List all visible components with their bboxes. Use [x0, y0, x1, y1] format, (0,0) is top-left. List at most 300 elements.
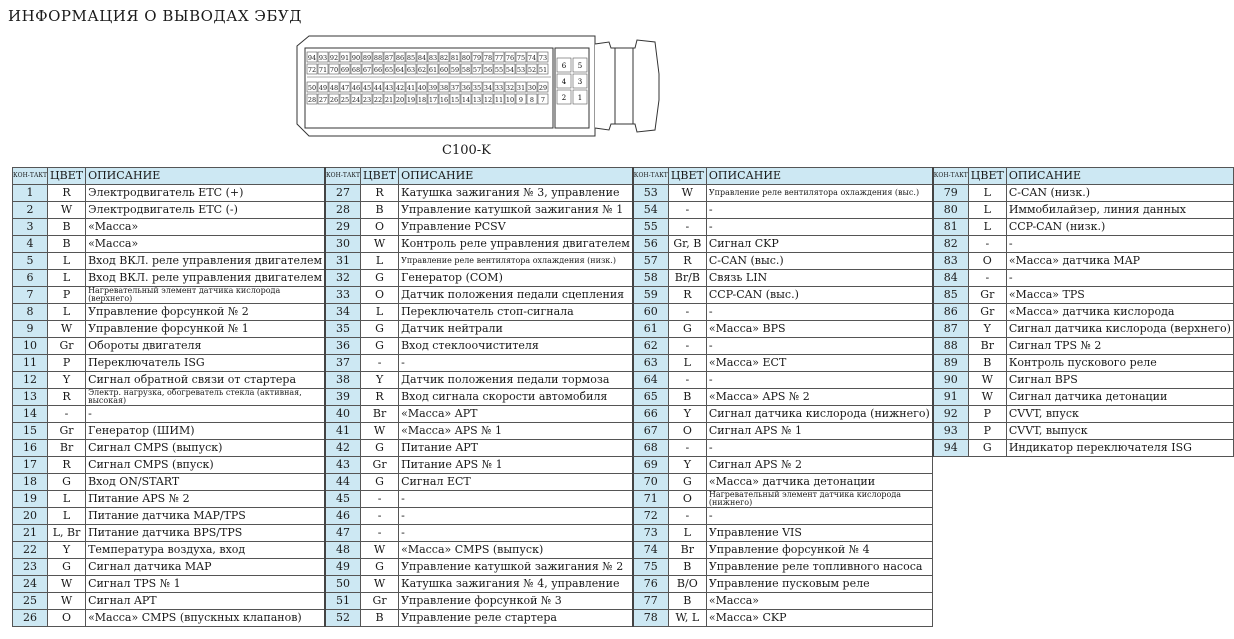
pin-number-cell: 29 [325, 219, 361, 236]
wire-color-cell: G [361, 474, 399, 491]
pin-number: 11 [494, 96, 504, 104]
description-cell: Электродвигатель ETC (-) [86, 202, 325, 219]
description-cell: «Масса» BPS [706, 321, 932, 338]
pin-number-cell: 93 [933, 423, 969, 440]
pin-number: 33 [494, 84, 504, 92]
pin-number: 13 [472, 96, 482, 104]
wire-color-cell: L [968, 185, 1006, 202]
pin-number: 92 [329, 54, 339, 62]
wire-color-cell: O [668, 491, 706, 508]
table-header-row [13, 168, 1234, 185]
pin-number-cell: 70 [633, 474, 669, 491]
pin-number-cell: 11 [13, 355, 48, 372]
pin-number-cell: 5 [13, 253, 48, 270]
description-cell: «Масса» [706, 593, 932, 610]
description-cell: Контроль пускового реле [1006, 355, 1233, 372]
wire-color-cell: R [48, 389, 86, 406]
description-cell: Переключатель ISG [86, 355, 325, 372]
pin-number: 82 [439, 54, 449, 62]
pin-number-cell: 89 [933, 355, 969, 372]
pin-number-cell: 35 [325, 321, 361, 338]
pin-number-cell: 74 [633, 542, 669, 559]
wire-color-cell: R [668, 287, 706, 304]
pin-number: 75 [516, 54, 526, 62]
pin-number-cell: 88 [933, 338, 969, 355]
description-cell: «Масса» датчика MAP [1006, 253, 1233, 270]
description-cell: Электродвигатель ETC (+) [86, 185, 325, 202]
empty-cell [933, 525, 1234, 542]
table-row [13, 610, 1234, 627]
table-row [13, 219, 1234, 236]
empty-cell [933, 474, 1234, 491]
description-cell: - [1006, 236, 1233, 253]
pin-number: 62 [417, 66, 427, 74]
pin-number: 54 [505, 66, 515, 74]
wire-color-cell: W [361, 236, 399, 253]
empty-cell [933, 508, 1234, 525]
wire-color-cell: L [668, 525, 706, 542]
pin-number-cell: 36 [325, 338, 361, 355]
header-contact: КОН-ТАКТ [933, 168, 969, 185]
description-cell: - [706, 372, 932, 389]
pin-number: 45 [362, 84, 372, 92]
pin-number: 46 [351, 84, 361, 92]
pin-number: 38 [439, 84, 449, 92]
empty-cell [933, 576, 1234, 593]
description-cell: Сигнал обратной связи от стартера [86, 372, 325, 389]
description-cell: - [86, 406, 325, 423]
pin-number: 10 [505, 96, 515, 104]
description-cell: «Масса» APS № 2 [706, 389, 932, 406]
wire-color-cell: Br [668, 542, 706, 559]
description-cell: Сигнал датчика кислорода (верхнего) [1006, 321, 1233, 338]
description-cell: «Масса» APS № 1 [399, 423, 633, 440]
wire-color-cell: Y [968, 321, 1006, 338]
pin-number: 4 [561, 78, 567, 86]
description-cell: Иммобилайзер, линия данных [1006, 202, 1233, 219]
wire-color-cell: B [668, 559, 706, 576]
pin-number-cell: 71 [633, 491, 669, 508]
pin-number: 39 [428, 84, 438, 92]
description-cell: Управление форсункой № 1 [86, 321, 325, 338]
description-cell: Электр. нагрузка, обогреватель стекла (активная, высокая) [86, 389, 325, 406]
pin-number-cell: 65 [633, 389, 669, 406]
wire-color-cell: Br/B [668, 270, 706, 287]
description-cell: «Масса» CKP [706, 610, 932, 627]
description-cell: «Масса» датчика кислорода [1006, 304, 1233, 321]
wire-color-cell: W [361, 542, 399, 559]
description-cell: - [1006, 270, 1233, 287]
wire-color-cell: - [668, 304, 706, 321]
pin-number: 40 [417, 84, 427, 92]
wire-color-cell: Y [361, 372, 399, 389]
pin-number: 21 [384, 96, 394, 104]
pin-number: 55 [494, 66, 504, 74]
header-contact: КОН-ТАКТ [325, 168, 361, 185]
table-row [13, 474, 1234, 491]
pin-number: 25 [340, 96, 350, 104]
pin-number: 37 [450, 84, 460, 92]
wire-color-cell: W [48, 576, 86, 593]
wire-color-cell: P [968, 406, 1006, 423]
pin-number-cell: 67 [633, 423, 669, 440]
pin-number: 19 [406, 96, 416, 104]
pin-number-cell: 50 [325, 576, 361, 593]
pin-number: 57 [472, 66, 482, 74]
pin-number: 34 [483, 84, 493, 92]
pin-number: 67 [362, 66, 372, 74]
pin-number: 56 [483, 66, 493, 74]
wire-color-cell: G [48, 559, 86, 576]
pin-number: 31 [516, 84, 526, 92]
pin-number: 52 [527, 66, 537, 74]
pin-number-cell: 39 [325, 389, 361, 406]
wire-color-cell: G [968, 440, 1006, 457]
wire-color-cell: W [48, 202, 86, 219]
pin-number: 22 [373, 96, 383, 104]
description-cell: «Масса» APT [399, 406, 633, 423]
page-title: ИНФОРМАЦИЯ О ВЫВОДАХ ЭБУД [8, 7, 302, 25]
pin-number-cell: 43 [325, 457, 361, 474]
pin-number-cell: 61 [633, 321, 669, 338]
pin-number: 15 [450, 96, 460, 104]
description-cell: Сигнал TPS № 1 [86, 576, 325, 593]
pin-number: 43 [384, 84, 394, 92]
table-row [13, 508, 1234, 525]
description-cell: Связь LIN [706, 270, 932, 287]
connector-label: C100-K [442, 143, 491, 158]
table-row [13, 287, 1234, 304]
description-cell: Управление форсункой № 4 [706, 542, 932, 559]
table-row [13, 321, 1234, 338]
pin-number: 91 [340, 54, 350, 62]
description-cell: Управление катушкой зажигания № 1 [399, 202, 633, 219]
description-cell: Обороты двигателя [86, 338, 325, 355]
pin-number-cell: 87 [933, 321, 969, 338]
connector-latch [595, 40, 659, 132]
pin-number: 79 [472, 54, 482, 62]
wire-color-cell: Br [968, 338, 1006, 355]
description-cell: Температура воздуха, вход [86, 542, 325, 559]
pin-number: 24 [351, 96, 361, 104]
description-cell: CVVT, впуск [1006, 406, 1233, 423]
pin-number: 66 [373, 66, 383, 74]
pin-number-cell: 73 [633, 525, 669, 542]
pin-number-cell: 9 [13, 321, 48, 338]
pin-number: 65 [384, 66, 394, 74]
wire-color-cell: B/O [668, 576, 706, 593]
description-cell: Управление пусковым реле [706, 576, 932, 593]
pin-number-cell: 7 [13, 287, 48, 304]
table-row [13, 440, 1234, 457]
pin-number-cell: 85 [933, 287, 969, 304]
pin-number-cell: 60 [633, 304, 669, 321]
pin-number: 5 [577, 62, 583, 70]
pin-number-cell: 68 [633, 440, 669, 457]
wire-color-cell: G [361, 321, 399, 338]
wire-color-cell: Gr [968, 304, 1006, 321]
table-row [13, 338, 1234, 355]
pin-number-cell: 45 [325, 491, 361, 508]
pin-number: 9 [518, 96, 524, 104]
pin-number: 48 [329, 84, 339, 92]
description-cell: «Масса» датчика детонации [706, 474, 932, 491]
description-cell: Сигнал APT [86, 593, 325, 610]
description-cell: «Масса» TPS [1006, 287, 1233, 304]
description-cell: Нагревательный элемент датчика кислорода (нижнего) [706, 491, 932, 508]
pin-number-cell: 56 [633, 236, 669, 253]
pin-number: 77 [494, 54, 504, 62]
pin-number: 7 [540, 96, 546, 104]
wire-color-cell: L [48, 508, 86, 525]
pin-number: 76 [505, 54, 515, 62]
wire-color-cell: Y [668, 406, 706, 423]
description-cell: Управление реле стартера [399, 610, 633, 627]
pin-number: 26 [329, 96, 339, 104]
description-cell: Вход ВКЛ. реле управления двигателем [86, 253, 325, 270]
wire-color-cell: L [48, 491, 86, 508]
wire-color-cell: L [361, 304, 399, 321]
description-cell: Датчик нейтрали [399, 321, 633, 338]
pin-number-cell: 4 [13, 236, 48, 253]
description-cell: Сигнал CMPS (выпуск) [86, 440, 325, 457]
wire-color-cell: W [48, 593, 86, 610]
table-row [13, 576, 1234, 593]
pin-number: 51 [538, 66, 548, 74]
description-cell: Управление реле топливного насоса [706, 559, 932, 576]
pin-number: 28 [307, 96, 317, 104]
description-cell: Управление реле вентилятора охлаждения (низк.) [399, 253, 633, 270]
wire-color-cell: Gr [48, 423, 86, 440]
pin-number-cell: 79 [933, 185, 969, 202]
pin-number-cell: 14 [13, 406, 48, 423]
pin-number: 70 [329, 66, 339, 74]
table-row [13, 355, 1234, 372]
wire-color-cell: P [48, 287, 86, 304]
description-cell: Нагревательный элемент датчика кислорода (верхнего) [86, 287, 325, 304]
description-cell: - [706, 219, 932, 236]
pin-number-cell: 24 [13, 576, 48, 593]
wire-color-cell: Br [361, 406, 399, 423]
pin-number-cell: 41 [325, 423, 361, 440]
pin-number-cell: 30 [325, 236, 361, 253]
pin-number-cell: 72 [633, 508, 669, 525]
wire-color-cell: W [361, 423, 399, 440]
description-cell: Датчик положения педали тормоза [399, 372, 633, 389]
header-color: ЦВЕТ [668, 168, 706, 185]
description-cell: C-CAN (выс.) [706, 253, 932, 270]
pin-number-cell: 49 [325, 559, 361, 576]
pin-number: 68 [351, 66, 361, 74]
wire-color-cell: W [668, 185, 706, 202]
pin-number-cell: 12 [13, 372, 48, 389]
pin-number-cell: 13 [13, 389, 48, 406]
wire-color-cell: - [668, 372, 706, 389]
description-cell: Сигнал APS № 1 [706, 423, 932, 440]
pin-number-cell: 77 [633, 593, 669, 610]
description-cell: - [399, 491, 633, 508]
wire-color-cell: W [48, 321, 86, 338]
pin-number-cell: 6 [13, 270, 48, 287]
description-cell: Сигнал APS № 2 [706, 457, 932, 474]
pin-number: 74 [527, 54, 537, 62]
description-cell: Сигнал датчика детонации [1006, 389, 1233, 406]
pin-number: 63 [406, 66, 416, 74]
header-description: ОПИСАНИЕ [706, 168, 932, 185]
pin-number-cell: 91 [933, 389, 969, 406]
table-row [13, 457, 1234, 474]
empty-cell [933, 559, 1234, 576]
pin-number: 61 [428, 66, 438, 74]
wire-color-cell: Gr [48, 338, 86, 355]
pin-number-cell: 66 [633, 406, 669, 423]
table-row [13, 236, 1234, 253]
description-cell: Питание APT [399, 440, 633, 457]
description-cell: Сигнал BPS [1006, 372, 1233, 389]
pin-number-cell: 20 [13, 508, 48, 525]
wire-color-cell: - [361, 508, 399, 525]
wire-color-cell: L [48, 270, 86, 287]
wire-color-cell: W [361, 576, 399, 593]
description-cell: Генератор (ШИМ) [86, 423, 325, 440]
pin-number: 27 [318, 96, 328, 104]
table-row [13, 525, 1234, 542]
table-row [13, 202, 1234, 219]
pin-number-cell: 38 [325, 372, 361, 389]
description-cell: Катушка зажигания № 4, управление [399, 576, 633, 593]
pin-number-cell: 32 [325, 270, 361, 287]
wire-color-cell: R [361, 185, 399, 202]
pin-number: 50 [307, 84, 317, 92]
pin-number-cell: 59 [633, 287, 669, 304]
pin-number: 93 [318, 54, 328, 62]
pin-number-cell: 86 [933, 304, 969, 321]
wire-color-cell: W [968, 389, 1006, 406]
wire-color-cell: - [361, 525, 399, 542]
pin-number: 71 [318, 66, 328, 74]
pin-number: 64 [395, 66, 405, 74]
pin-number: 53 [516, 66, 526, 74]
description-cell: Контроль реле управления двигателем [399, 236, 633, 253]
description-cell: Сигнал ECT [399, 474, 633, 491]
wire-color-cell: G [361, 440, 399, 457]
wire-color-cell: Gr [361, 457, 399, 474]
pin-number-cell: 34 [325, 304, 361, 321]
wire-color-cell: G [668, 474, 706, 491]
wire-color-cell: O [361, 219, 399, 236]
pin-number-cell: 27 [325, 185, 361, 202]
header-contact: КОН-ТАКТ [13, 168, 48, 185]
description-cell: CVVT, выпуск [1006, 423, 1233, 440]
wire-color-cell: R [361, 389, 399, 406]
pin-number: 8 [529, 96, 535, 104]
header-description: ОПИСАНИЕ [399, 168, 633, 185]
wire-color-cell: - [668, 440, 706, 457]
pin-number-cell: 42 [325, 440, 361, 457]
wire-color-cell: - [361, 491, 399, 508]
pin-number-cell: 90 [933, 372, 969, 389]
table-row [13, 270, 1234, 287]
pin-number-cell: 19 [13, 491, 48, 508]
wire-color-cell: R [48, 457, 86, 474]
wire-color-cell: G [361, 270, 399, 287]
description-cell: - [706, 440, 932, 457]
pin-number-cell: 1 [13, 185, 48, 202]
empty-cell [933, 610, 1234, 627]
description-cell: Питание датчика BPS/TPS [86, 525, 325, 542]
pin-number: 6 [561, 62, 567, 70]
pin-number-cell: 63 [633, 355, 669, 372]
wire-color-cell: Y [48, 372, 86, 389]
description-cell: Переключатель стоп-сигнала [399, 304, 633, 321]
empty-cell [933, 593, 1234, 610]
wire-color-cell: L [968, 219, 1006, 236]
wire-color-cell: O [668, 423, 706, 440]
pin-number-cell: 22 [13, 542, 48, 559]
pin-number-cell: 23 [13, 559, 48, 576]
description-cell: Генератор (COM) [399, 270, 633, 287]
wire-color-cell: B [968, 355, 1006, 372]
table-row [13, 253, 1234, 270]
pin-number-cell: 64 [633, 372, 669, 389]
pin-number: 2 [561, 94, 567, 102]
wire-color-cell: O [48, 610, 86, 627]
wire-color-cell: Gr [361, 593, 399, 610]
pin-number: 41 [406, 84, 416, 92]
pin-number-cell: 26 [13, 610, 48, 627]
pin-number: 72 [307, 66, 317, 74]
pin-number-cell: 75 [633, 559, 669, 576]
pin-number: 86 [395, 54, 405, 62]
wire-color-cell: L [361, 253, 399, 270]
pin-number: 18 [417, 96, 427, 104]
pin-number: 1 [577, 94, 583, 102]
wire-color-cell: - [968, 236, 1006, 253]
pin-number-cell: 16 [13, 440, 48, 457]
pin-number-cell: 46 [325, 508, 361, 525]
wire-color-cell: - [668, 338, 706, 355]
pin-number-cell: 2 [13, 202, 48, 219]
description-cell: Питание датчика MAP/TPS [86, 508, 325, 525]
wire-color-cell: Gr [968, 287, 1006, 304]
description-cell: - [399, 508, 633, 525]
wire-color-cell: G [361, 338, 399, 355]
wire-color-cell: P [968, 423, 1006, 440]
pin-number-cell: 82 [933, 236, 969, 253]
wire-color-cell: P [48, 355, 86, 372]
pin-number: 47 [340, 84, 350, 92]
description-cell: Индикатор переключателя ISG [1006, 440, 1233, 457]
wire-color-cell: B [48, 219, 86, 236]
pin-number-cell: 94 [933, 440, 969, 457]
pin-number: 16 [439, 96, 449, 104]
pin-number: 44 [373, 84, 383, 92]
pin-number-cell: 37 [325, 355, 361, 372]
description-cell: - [706, 202, 932, 219]
description-cell: «Масса» [86, 219, 325, 236]
pin-number: 60 [439, 66, 449, 74]
description-cell: Вход стеклоочистителя [399, 338, 633, 355]
description-cell: C-CAN (низк.) [1006, 185, 1233, 202]
pin-number-cell: 40 [325, 406, 361, 423]
pin-number: 3 [577, 78, 583, 86]
description-cell: - [399, 355, 633, 372]
pin-number: 78 [483, 54, 493, 62]
pin-number-cell: 25 [13, 593, 48, 610]
pin-table [12, 167, 1234, 627]
pin-number-cell: 8 [13, 304, 48, 321]
pin-number-cell: 18 [13, 474, 48, 491]
